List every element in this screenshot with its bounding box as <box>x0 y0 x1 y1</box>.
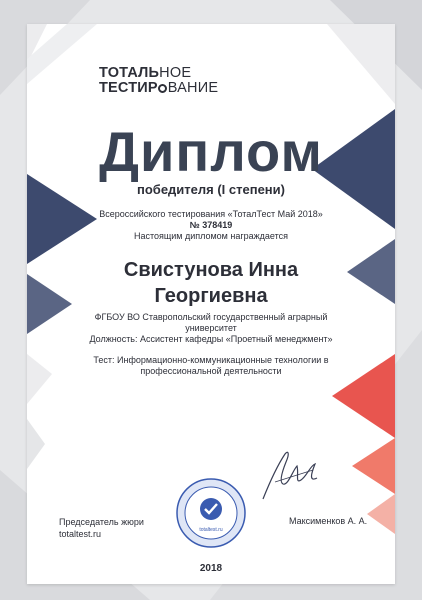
stamp-seal <box>175 477 247 549</box>
logo-line-2-part1: ТЕСТИР <box>99 80 158 96</box>
signature-stroke <box>263 452 317 499</box>
event-line: Всероссийского тестирования «ТоталТест Май 2018» <box>99 209 323 219</box>
brand-logo <box>99 66 218 96</box>
org-line-1: ФГБОУ ВО Ставропольский государственный аграрный <box>94 312 328 322</box>
logo-line-2 <box>99 81 218 96</box>
signature-image <box>255 444 325 504</box>
stamp-text: totaltest.ru <box>199 527 223 533</box>
certificate-title: Диплом <box>99 120 323 183</box>
position-line: Должность: Ассистент кафедры «Проетный менеджмент» <box>89 334 333 344</box>
recipient-name <box>27 257 395 309</box>
test-line-1: Тест: Информационно-коммуникационные технологии в <box>93 355 329 365</box>
org-line-2: университет <box>185 323 237 333</box>
logo-line-1 <box>99 66 218 81</box>
recipient-name-line-1: Свистунова Инна <box>123 259 299 281</box>
red-chevron-right-small <box>352 438 395 494</box>
recipient-name-line-2: Георгиевна <box>154 285 268 307</box>
logo-line-2-part2: ВАНИЕ <box>167 80 219 96</box>
spacer <box>27 345 395 355</box>
website-text: totaltest.ru <box>59 529 102 539</box>
logo-ring-icon <box>158 84 167 93</box>
logo-line-1-light: НОЕ <box>159 65 192 81</box>
signer-name: Максименков А. А. <box>289 516 368 526</box>
test-line-2: профессиональной деятельности <box>140 366 282 376</box>
chair-label: Председатель жюри <box>59 517 144 527</box>
certificate-number: № 378419 <box>189 220 233 230</box>
awarded-text: Настоящим дипломом награждается <box>133 231 289 241</box>
logo-line-1-bold: ТОТАЛЬ <box>99 65 160 81</box>
organization-block <box>27 312 395 377</box>
red-chevron-right-tiny <box>367 494 395 534</box>
certificate-year: 2018 <box>199 563 223 574</box>
sheet-stripe-left-2 <box>27 419 45 469</box>
certificate-subtitle: победителя (I степени) <box>137 182 285 197</box>
certificate-sheet <box>27 24 395 584</box>
sheet-corner-top-right <box>327 24 395 104</box>
chair-block <box>59 516 144 540</box>
signature-underline <box>275 470 313 482</box>
